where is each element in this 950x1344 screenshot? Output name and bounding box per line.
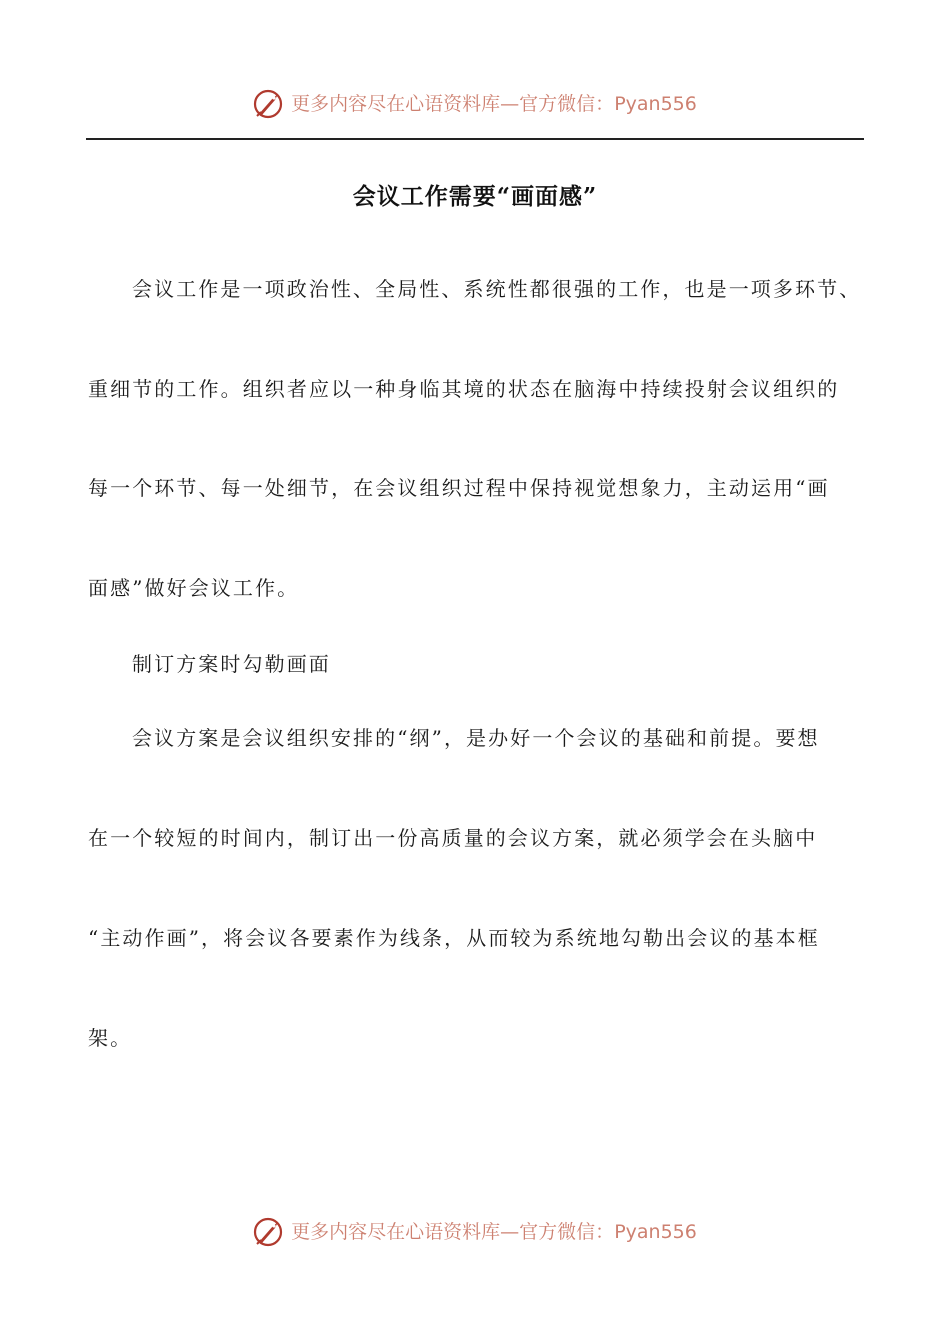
footer-banner	[0, 1212, 950, 1252]
pen-nib-logo-icon	[253, 88, 285, 120]
section-heading: 制订方案时勾勒画面	[132, 652, 331, 676]
header-divider	[86, 138, 864, 140]
paragraph-line: 面感”做好会议工作。	[88, 576, 300, 600]
pen-nib-logo-icon	[253, 1216, 285, 1248]
paragraph-line: 会议工作是一项政治性、全局性、系统性都很强的工作，也是一项多环节、	[132, 277, 862, 301]
paragraph-line: 架。	[88, 1026, 133, 1050]
paragraph-line: 会议方案是会议组织安排的“纲”，是办好一个会议的基础和前提。要想	[132, 726, 820, 750]
banner-text: 更多内容尽在心语资料库—官方微信：Pyan556	[291, 1221, 697, 1243]
paragraph-line: “主动作画”，将会议各要素作为线条，从而较为系统地勾勒出会议的基本框	[88, 926, 820, 950]
paragraph-line: 每一个环节、每一处细节，在会议组织过程中保持视觉想象力，主动运用“画	[88, 476, 830, 500]
banner-text: 更多内容尽在心语资料库—官方微信：Pyan556	[291, 93, 697, 115]
paragraph-line: 在一个较短的时间内，制订出一份高质量的会议方案，就必须学会在头脑中	[88, 826, 818, 850]
header-banner	[0, 84, 950, 124]
paragraph-line: 重细节的工作。组织者应以一种身临其境的状态在脑海中持续投射会议组织的	[88, 377, 840, 401]
document-title: 会议工作需要“画面感”	[352, 183, 598, 210]
